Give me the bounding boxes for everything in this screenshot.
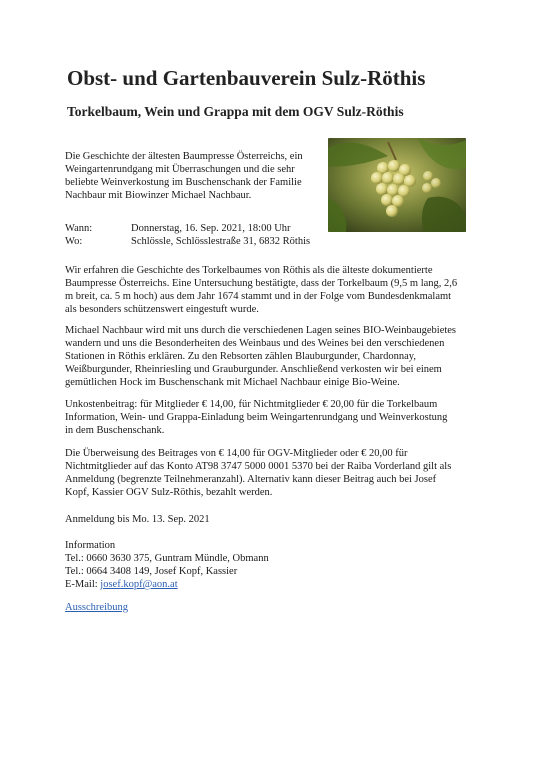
history-line: Wir erfahren die Geschichte des Torkelbaumes von Röthis als die älteste dokumentierte [65, 265, 433, 276]
intro-line: Weingartenrundgang mit Überraschungen und die sehr [65, 164, 295, 175]
page-title: Obst- und Gartenbauverein Sulz-Röthis [67, 66, 426, 90]
when-value: Donnerstag, 16. Sep. 2021, 18:00 Uhr [131, 223, 291, 234]
history-line: Baumpresse Österreichs. Eine Untersuchung bestätigte, dass der Torkelbaum (9,5 m lang, 2,6 [65, 278, 458, 289]
info-heading: Information [65, 540, 116, 551]
tour-line: Stationen in Röthis erklären. Zu den Rebsorten zählen Blauburgunder, Chardonnay, [65, 351, 416, 362]
tour-line: Michael Nachbaur wird mit uns durch die verschiedenen Lagen seines BIO-Weinbaugebietes [65, 325, 457, 336]
cost-line: Information, Wein- und Grappa-Einladung beim Weingartenrundgang und Weinverkostung [65, 412, 448, 423]
event-details [65, 222, 310, 248]
tour-paragraph [65, 324, 485, 389]
history-line: m breit, ca. 5 m hoch) aus dem Jahr 1674 stammt und in der Folge vom Bundesdenkmalamt [65, 291, 452, 302]
cost-line: Unkostenbeitrag: für Mitglieder € 14,00, für Nichtmitglieder € 20,00 für die Torkelbaum [65, 399, 438, 410]
grapes-photo-icon [328, 138, 466, 232]
intro-line: Die Geschichte der ältesten Baumpresse Österreichs, ein [65, 151, 303, 162]
page-subtitle: Torkelbaum, Wein und Grappa mit dem OGV Sulz-Röthis [67, 104, 404, 119]
grapes-photo [328, 138, 466, 232]
payment-paragraph [65, 447, 485, 499]
email-label: E-Mail: [65, 579, 101, 590]
payment-line: Nichtmitglieder auf das Konto AT98 3747 5000 0001 5370 bei der Raiba Vorderland gilt als [65, 461, 452, 472]
when-row [65, 222, 310, 235]
contact-block [65, 539, 485, 591]
payment-line: Die Überweisung des Beitrages von € 14,00 für OGV-Mitglieder oder € 20,00 für [65, 448, 408, 459]
payment-line: Anmeldung (begrenzte Teilnehmeranzahl). Alternativ kann dieser Beitrag auch bei Josef [65, 474, 437, 485]
intro-paragraph [65, 150, 330, 202]
where-label: Wo: [65, 236, 83, 247]
intro-line: beliebte Weinverkostung im Buschenschank der Familie [65, 177, 302, 188]
cost-line: in dem Buschenschank. [65, 425, 165, 436]
tour-line: wandern und uns die Besonderheiten des Weinbaus und des Weines bei den verschiedenen [65, 338, 445, 349]
contact-tel-obmann: Tel.: 0660 3630 375, Guntram Mündle, Obmann [65, 553, 269, 564]
payment-line: Kopf, Kassier OGV Sulz-Röthis, bezahlt werden. [65, 487, 273, 498]
history-line: als besonders schützenswert eingestuft wurde. [65, 304, 259, 315]
where-value: Schlössle, Schlösslestraße 31, 6832 Röthis [131, 236, 311, 247]
history-paragraph [65, 264, 485, 316]
when-label: Wann: [65, 223, 93, 234]
tour-line: Weißburgunder, Rheinriesling und Grauburgunder. Anschließend verkosten wir bei einem [65, 364, 442, 375]
tour-line: gemütlichen Hock im Buschenschank mit Michael Nachbaur einige Bio-Weine. [65, 377, 400, 388]
intro-line: Nachbaur mit Biowinzer Michael Nachbaur. [65, 190, 252, 201]
email-link[interactable]: josef.kopf@aon.at [100, 579, 178, 590]
announcement-link[interactable]: Ausschreibung [65, 602, 128, 613]
contact-email-row [65, 578, 485, 591]
cost-paragraph [65, 398, 485, 437]
registration-deadline: Anmeldung bis Mo. 13. Sep. 2021 [65, 514, 210, 525]
where-row [65, 235, 310, 248]
contact-tel-kassier: Tel.: 0664 3408 149, Josef Kopf, Kassier [65, 566, 238, 577]
